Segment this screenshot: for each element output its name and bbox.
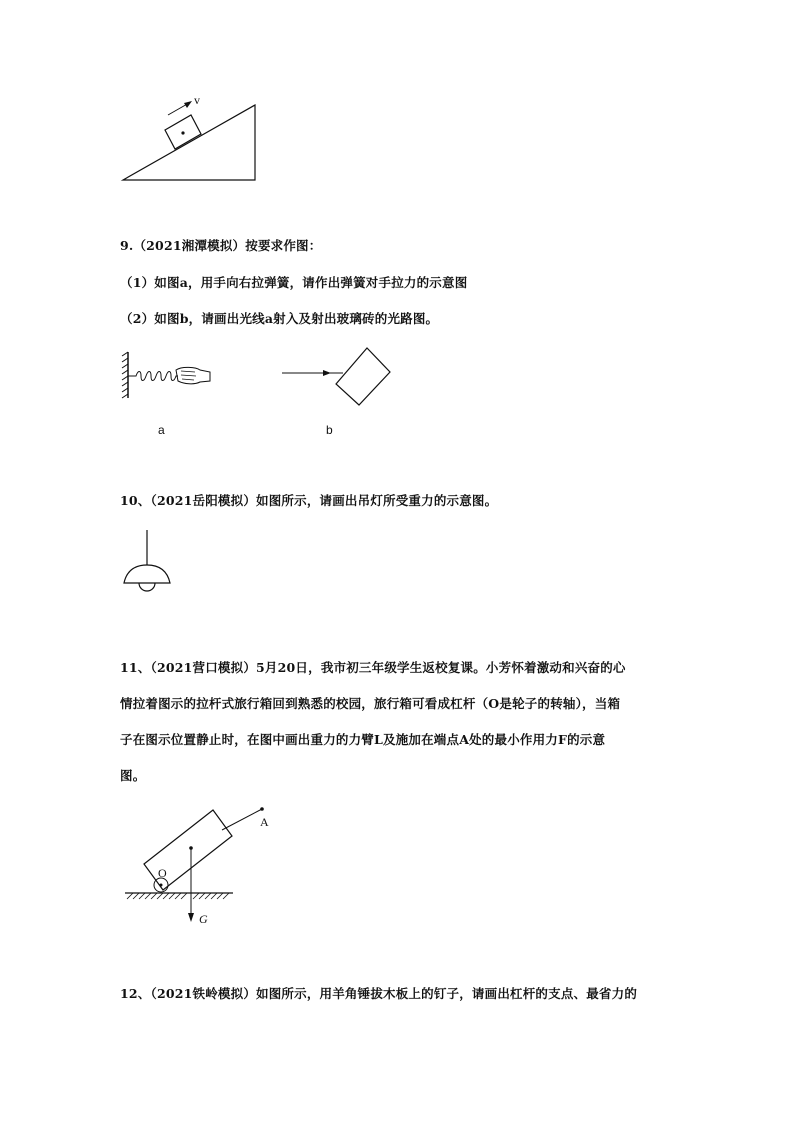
- q11-line2: 情拉着图示的拉杆式旅行箱回到熟悉的校园，旅行箱可看成杠杆（O是轮子的转轴），当箱: [120, 696, 621, 711]
- fig-b-label: b: [326, 423, 333, 437]
- q11-line1: 11、（2021营口模拟）5月20日，我市初三年级学生返校复课。小芳怀着激动和兴奋的心: [120, 660, 626, 675]
- q9-part2: （2）如图b，请画出光线a射入及射出玻璃砖的光路图。: [120, 311, 439, 326]
- q12-line1: 12、（2021铁岭模拟）如图所示，用羊角锤拔木板上的钉子，请画出杠杆的支点、最省力的: [120, 986, 638, 1001]
- q9-part1: （1）如图a，用手向右拉弹簧，请作出弹簧对手拉力的示意图: [120, 275, 468, 290]
- q11-line3: 子在图示位置静止时，在图中画出重力的力臂L及施加在端点A处的最小作用力F的示意: [120, 732, 606, 747]
- label-O: O: [158, 866, 167, 880]
- label-A: A: [260, 815, 269, 829]
- q9-stem: 9.（2021湘潭模拟）按要求作图：: [120, 238, 322, 253]
- point-A: [260, 807, 264, 811]
- ground-hatch: [127, 893, 229, 899]
- q11-line4: 图。: [120, 768, 146, 783]
- suitcase-handle: [222, 809, 262, 830]
- fig-a-label: a: [158, 423, 165, 437]
- gravity-arrowhead: [188, 913, 194, 922]
- q10-stem: 10、（2021岳阳模拟）如图所示，请画出吊灯所受重力的示意图。: [120, 493, 498, 508]
- velocity-label: v: [194, 93, 200, 107]
- label-G: G: [199, 912, 208, 926]
- wheel-axle-O: [160, 884, 163, 887]
